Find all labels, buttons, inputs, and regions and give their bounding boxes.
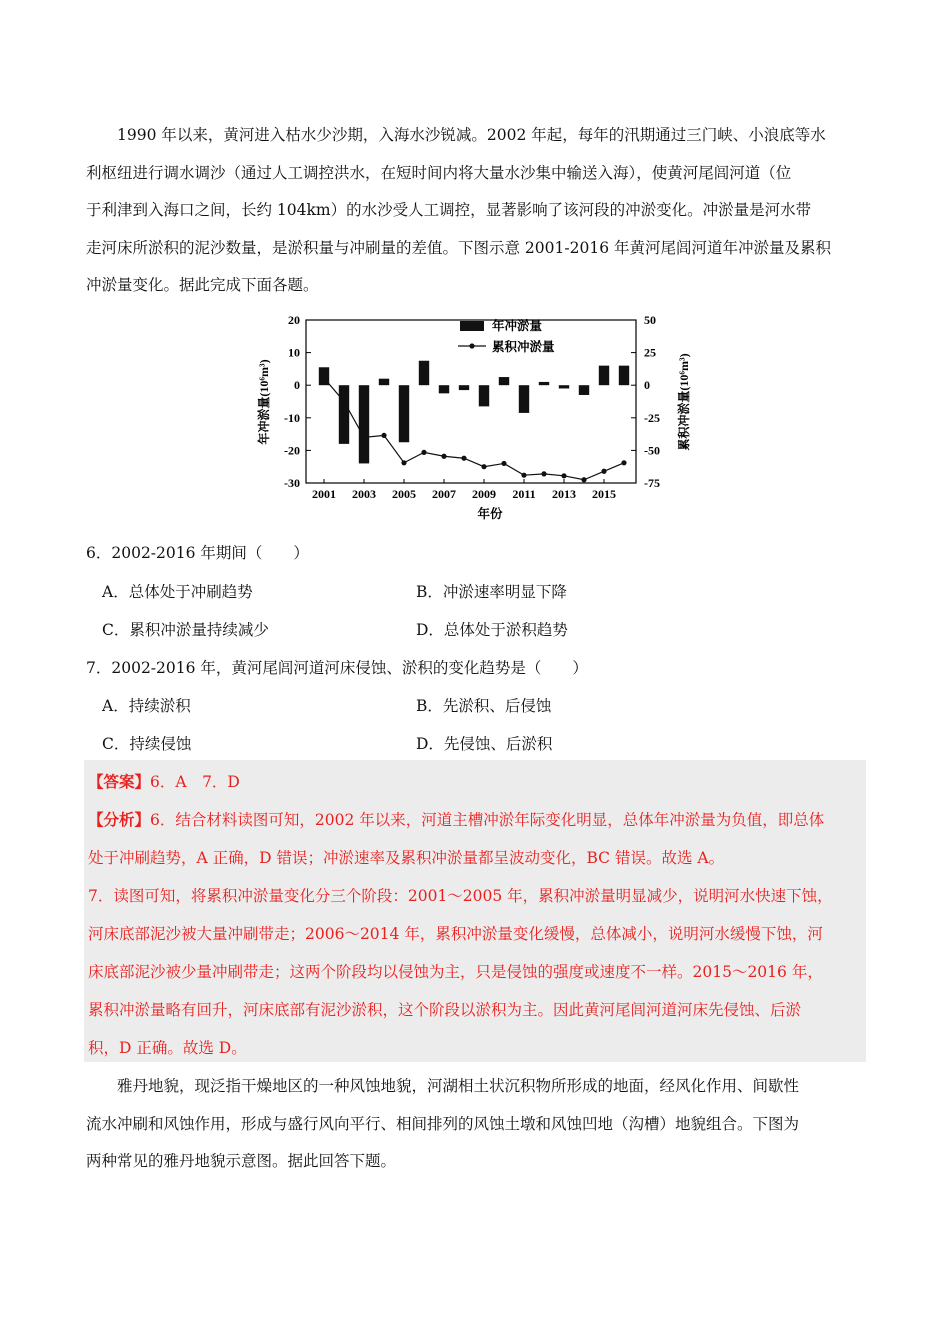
line-point: [521, 473, 526, 478]
x-tick-label: 2007: [432, 487, 456, 501]
y-left-tick-label: 20: [288, 313, 300, 327]
line-point: [341, 399, 346, 404]
line-point: [421, 450, 426, 455]
y-right-tick-label: -75: [644, 476, 660, 490]
line-point: [381, 433, 386, 438]
legend-bar-swatch: [460, 321, 484, 331]
analysis-line: [88, 808, 824, 830]
bar: [619, 366, 629, 386]
x-tick-label: 2015: [592, 487, 616, 501]
bar: [399, 385, 409, 442]
x-tick-label: 2009: [472, 487, 496, 501]
q7-option-d: D．先侵蚀、后淤积: [416, 735, 553, 753]
q7-option-b: B．先淤积、后侵蚀: [416, 697, 552, 715]
answer-line: [88, 770, 240, 792]
line-point: [321, 375, 326, 380]
line-point: [601, 469, 606, 474]
chart-svg: [250, 306, 700, 524]
x-tick-label: 2013: [552, 487, 576, 501]
bar: [339, 385, 349, 444]
sediment-chart: [250, 306, 700, 524]
y-left-tick-label: 10: [288, 345, 300, 360]
y-right-label: 累积冲淤量(10⁶m³): [677, 353, 691, 451]
q6-option-a: A．总体处于冲刷趋势: [102, 583, 253, 601]
bar: [439, 385, 449, 393]
intro-line: 1990 年以来，黄河进入枯水少沙期，入海水沙锐减。2002 年起，每年的汛期通过三门峡、小浪底等水: [117, 126, 826, 144]
analysis-text: 6．结合材料读图可知，2002 年以来，河道主槽冲淤年际变化明显，总体年冲淤量为负值，即总体: [150, 811, 825, 829]
y-right-tick-label: 50: [644, 313, 656, 327]
y-left-tick-label: 0: [294, 378, 300, 393]
x-tick-label: 2005: [392, 487, 416, 501]
intro-paragraph: [86, 117, 866, 305]
line-point: [501, 461, 506, 466]
bar-series: [319, 361, 629, 464]
question-7-stem: 7．2002-2016 年，黄河尾闾河道河床侵蚀、淤积的变化趋势是（ ）: [86, 659, 588, 677]
y-left-tick-label: -30: [284, 476, 300, 490]
y-left-tick-label: -20: [284, 443, 300, 458]
analysis-line: 累积冲淤量略有回升，河床底部有泥沙淤积，这个阶段以淤积为主。因此黄河尾闾河道河床先侵蚀、后淤: [88, 1001, 802, 1019]
analysis-line: 积，D 正确。故选 D。: [88, 1039, 247, 1057]
legend-bar-label: 年冲淤量: [492, 319, 543, 333]
line-point: [401, 460, 406, 465]
yardang-line: 两种常见的雅丹地貌示意图。据此回答下题。: [86, 1152, 397, 1170]
q6-option-b: B．冲淤速率明显下降: [416, 583, 567, 601]
analysis-tag: 【分析】: [88, 810, 151, 829]
legend-line-marker: [469, 343, 474, 348]
analysis-line: 床底部泥沙被少量冲刷带走；这两个阶段均以侵蚀为主，只是侵蚀的强度或速度不一样。2015～2016 年，: [88, 963, 823, 981]
line-point: [481, 464, 486, 469]
bar: [379, 379, 389, 386]
analysis-line: 河床底部泥沙被大量冲刷带走；2006～2014 年，累积冲淤量变化缓慢，总体减小，说明河水缓慢下蚀，河: [88, 925, 823, 943]
line-point: [541, 471, 546, 476]
y-left-label: 年冲淤量(10⁶m³): [257, 359, 271, 445]
y-right-tick-label: -25: [644, 410, 660, 425]
intro-line: 利枢纽进行调水调沙（通过人工调控洪水，在短时间内将大量水沙集中输送入海），使黄河尾闾河道（位: [86, 163, 792, 182]
bar: [499, 377, 509, 385]
bar: [419, 361, 429, 385]
y-right-tick-label: -50: [644, 443, 660, 458]
analysis-line: 处于冲刷趋势，A 正确，D 错误；冲淤速率及累积冲淤量都呈波动变化，BC 错误。故选 A。: [88, 849, 725, 867]
answer-text: 6．A 7．D: [150, 773, 240, 791]
intro-line: 走河床所淤积的泥沙数量，是淤积量与冲刷量的差值。下图示意 2001-2016 年黄河尾闾河道年冲淤量及累积: [86, 238, 831, 257]
intro-line: 于利津到入海口之间，长约 104km）的水沙受人工调控，显著影响了该河段的冲淤变化。冲淤量是河水带: [86, 201, 812, 219]
line-point: [621, 460, 626, 465]
y-right-tick-label: 0: [644, 378, 650, 393]
bar: [579, 385, 589, 395]
y-right-tick-label: 25: [644, 345, 656, 360]
line-point: [461, 456, 466, 461]
legend-line-label: 累积冲淤量: [492, 340, 555, 354]
yardang-line: 雅丹地貌，现泛指干燥地区的一种风蚀地貌，河湖相土状沉积物所形成的地面，经风化作用、间歇性: [117, 1077, 800, 1095]
bar: [519, 385, 529, 413]
x-tick-label: 2001: [312, 487, 336, 501]
line-point: [361, 435, 366, 440]
yardang-paragraph: [86, 1068, 866, 1181]
analysis-line: 7．读图可知，将累积冲淤量变化分三个阶段：2001～2005 年，累积冲淤量明显减少，说明河水快速下蚀，: [88, 887, 833, 905]
q7-option-a: A．持续淤积: [102, 697, 191, 715]
x-tick-label: 2011: [512, 487, 536, 501]
x-axis: [312, 479, 616, 501]
right-axis: [631, 313, 660, 490]
intro-line: 冲淤量变化。据此完成下面各题。: [86, 276, 319, 294]
bar: [599, 366, 609, 386]
line-point: [441, 454, 446, 459]
question-6-stem: 6．2002-2016 年期间（ ）: [86, 544, 309, 562]
q7-option-c: C．持续侵蚀: [102, 735, 192, 753]
line-point: [561, 473, 566, 478]
bar: [479, 385, 489, 406]
x-tick-label: 2003: [352, 487, 376, 501]
y-left-tick-label: -10: [284, 410, 300, 425]
bar: [359, 385, 369, 463]
line-point: [581, 477, 586, 482]
yardang-line: 流水冲刷和风蚀作用，形成与盛行风向平行、相间排列的风蚀土墩和风蚀凹地（沟槽）地貌组合。下图为: [86, 1114, 800, 1133]
answer-tag: 【答案】: [88, 772, 151, 791]
bar: [559, 385, 569, 388]
q6-option-d: D．总体处于淤积趋势: [416, 621, 568, 639]
bar: [459, 385, 469, 390]
bar: [539, 382, 549, 385]
q6-option-c: C．累积冲淤量持续减少: [102, 621, 269, 639]
x-axis-label: 年份: [477, 507, 503, 521]
left-axis: [284, 313, 311, 490]
